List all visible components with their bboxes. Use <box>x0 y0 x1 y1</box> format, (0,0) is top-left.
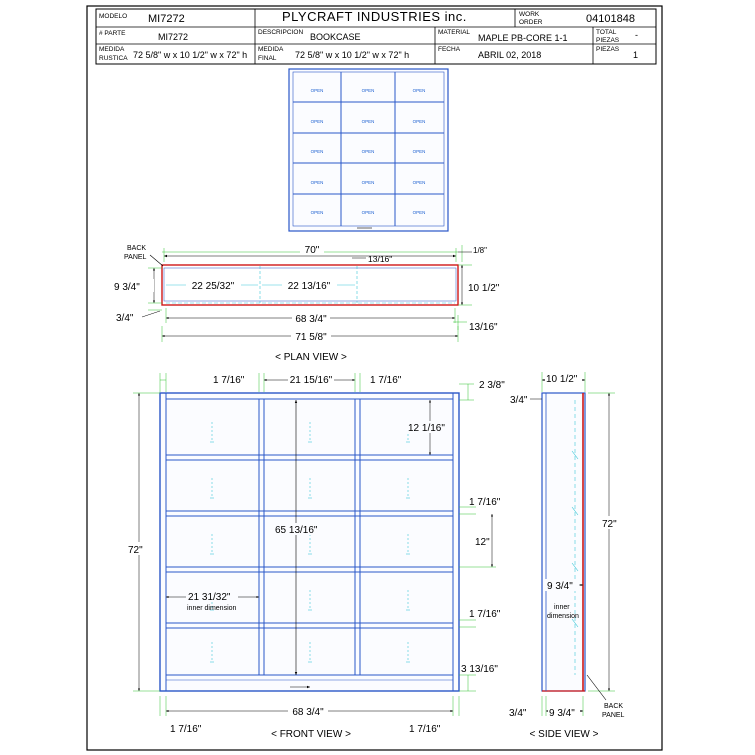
piezas-label: PIEZAS <box>596 46 620 53</box>
open-cell-label: OPEN <box>361 180 375 185</box>
side-view-outline <box>542 393 585 691</box>
plan-back-label-2: PANEL <box>124 254 147 261</box>
fecha-label: FECHA <box>438 46 461 53</box>
side-view-caption: < SIDE VIEW > <box>529 729 599 740</box>
open-cell-label: OPEN <box>310 180 324 185</box>
front-center-span: 21 15/16" <box>289 375 333 386</box>
front-overall-height: 72" <box>128 545 143 556</box>
plan-back-label-1: BACK <box>127 245 147 252</box>
side-back-label-2: PANEL <box>602 712 625 719</box>
company-name: PLYCRAFT INDUSTRIES inc. <box>282 9 467 24</box>
front-inner-note: inner dimension <box>187 605 237 612</box>
side-inner-note-1: inner <box>554 604 570 611</box>
front-view-caption: < FRONT VIEW > <box>271 729 351 740</box>
side-height: 72" <box>602 519 617 530</box>
work-order-label: WORK <box>519 11 540 18</box>
modelo-label: MODELO <box>99 13 128 20</box>
plan-right-offset: 13/16" <box>469 322 498 333</box>
medida-final-label-2: FINAL <box>258 55 277 62</box>
open-cell-label: OPEN <box>361 149 375 154</box>
plan-depth-right: 10 1/2" <box>468 283 500 294</box>
parte-value: MI7272 <box>158 32 189 42</box>
title-block <box>96 9 656 64</box>
front-bottom-left: 1 7/16" <box>170 724 202 735</box>
front-bottom-width: 68 3/4" <box>292 707 324 718</box>
plan-overall-width: 71 5/8" <box>295 332 327 343</box>
side-depth: 10 1/2" <box>546 374 578 385</box>
open-cell-label: OPEN <box>310 210 324 215</box>
open-cell-label: OPEN <box>361 88 375 93</box>
front-shelf-opening: 12" <box>475 537 490 548</box>
plan-inner-width: 68 3/4" <box>295 314 327 325</box>
front-base-height: 3 13/16" <box>461 664 498 675</box>
work-order-label-2: ORDER <box>519 19 543 26</box>
total-label-2: PIEZAS <box>596 37 620 44</box>
open-cell-label: OPEN <box>361 119 375 124</box>
plan-gap: 13/16" <box>368 254 393 264</box>
front-side-right: 1 7/16" <box>370 375 402 386</box>
side-bottom-depth: 9 3/4" <box>549 708 575 719</box>
open-cell-label: OPEN <box>310 119 324 124</box>
work-order-value: 04101848 <box>586 13 635 25</box>
total-label: TOTAL <box>596 29 617 36</box>
medida-rustica-label-2: RUSTICA <box>99 55 128 62</box>
medida-final-value: 72 5/8" w x 10 1/2" w x 72" h <box>295 50 410 60</box>
plan-left-span: 22 25/32" <box>191 281 235 292</box>
open-cell-label: OPEN <box>412 149 426 154</box>
descripcion-label: DESCRIPCION <box>258 29 304 36</box>
parte-label: # PARTE <box>99 30 126 37</box>
open-cell-label: OPEN <box>412 88 426 93</box>
front-inner-width: 21 31/32" <box>188 592 231 603</box>
plan-front-offset: 3/4" <box>116 313 134 324</box>
medida-rustica-value: 72 5/8" w x 10 1/2" w x 72" h <box>133 50 248 60</box>
open-cell-label: OPEN <box>412 119 426 124</box>
front-view <box>127 373 505 740</box>
side-inner-note-2: dimension <box>547 613 579 620</box>
medida-final-label: MEDIDA <box>258 46 284 53</box>
plan-depth-left: 9 3/4" <box>114 282 140 293</box>
plan-view <box>114 243 500 363</box>
piezas-value: 1 <box>633 50 639 60</box>
medida-rustica-label: MEDIDA <box>99 46 125 53</box>
plan-mid-span: 22 13/16" <box>287 281 331 292</box>
fecha-value: ABRIL 02, 2018 <box>478 50 542 60</box>
plan-view-caption: < PLAN VIEW > <box>275 352 347 363</box>
isometric-thumbnail <box>289 69 448 231</box>
total-value: - <box>635 30 638 40</box>
front-view-outline <box>160 393 459 691</box>
open-cell-label: OPEN <box>412 180 426 185</box>
descripcion-value: BOOKCASE <box>310 32 361 42</box>
front-shelf-spacing: 12 1/16" <box>408 423 445 434</box>
plan-width-70: 70" <box>304 245 320 256</box>
open-cell-label: OPEN <box>361 210 375 215</box>
modelo-value: MI7272 <box>148 13 185 25</box>
side-bottom-left: 3/4" <box>509 708 527 719</box>
material-value: MAPLE PB-CORE 1-1 <box>478 33 568 43</box>
material-label: MATERIAL <box>438 29 471 36</box>
front-inner-height: 65 13/16" <box>275 525 318 536</box>
open-cell-label: OPEN <box>412 210 426 215</box>
open-cell-label: OPEN <box>310 149 324 154</box>
front-shelf-thickness-2: 1 7/16" <box>469 609 501 620</box>
plan-back-thickness: 1/8" <box>473 246 487 255</box>
side-inner-depth: 9 3/4" <box>547 581 573 592</box>
front-top-offset: 2 3/8" <box>479 380 505 391</box>
side-back-label-1: BACK <box>604 703 624 710</box>
front-side-left: 1 7/16" <box>213 375 245 386</box>
open-cell-label: OPEN <box>310 88 324 93</box>
front-bottom-right: 1 7/16" <box>409 724 441 735</box>
side-front-thickness: 3/4" <box>510 395 528 406</box>
front-shelf-thickness-1: 1 7/16" <box>469 497 501 508</box>
side-view <box>509 372 626 740</box>
